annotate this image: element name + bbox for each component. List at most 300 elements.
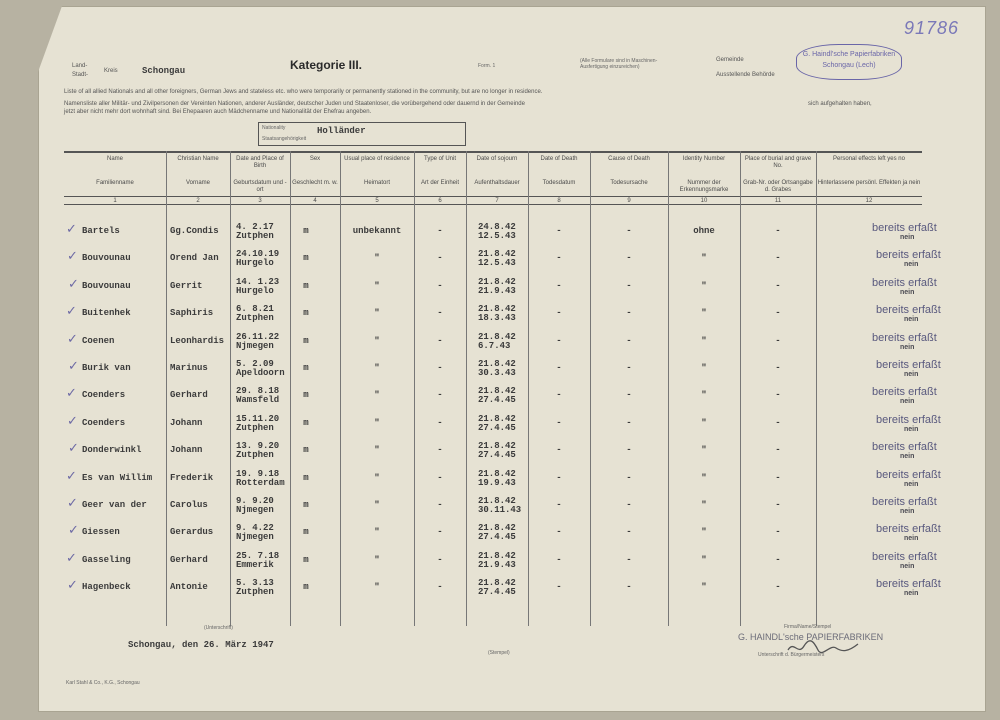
cell-stay-line1: 21.8.42: [478, 550, 516, 561]
cell-id: ": [701, 308, 707, 319]
cell-grave: -: [775, 445, 781, 456]
cell-stay-line1: 21.8.42: [478, 249, 516, 260]
column-number: 1: [113, 198, 117, 204]
cell-cause: -: [626, 280, 632, 291]
checkmark-icon: ✓: [68, 523, 79, 539]
cell-first: Gerhard: [170, 554, 208, 565]
cell-birth-line1: 6. 8.21: [236, 304, 274, 315]
effects-no: nein: [900, 343, 915, 351]
cell-death: -: [556, 308, 562, 319]
torn-corner: [38, 6, 62, 72]
cell-stay-line1: 21.8.42: [478, 496, 516, 506]
cell-res: ": [374, 554, 380, 565]
column-header-en: Christian Name: [177, 156, 219, 162]
cell-id: ": [701, 335, 707, 346]
cell-cause: -: [626, 445, 632, 456]
cell-id: ": [701, 500, 707, 510]
cell-first: Frederik: [170, 472, 214, 483]
cell-unit: -: [437, 253, 443, 264]
column-header-de: Aufenthaltsdauer: [474, 180, 520, 186]
nationality-box: [258, 122, 466, 146]
cell-birth-line1: 5. 3.13: [236, 578, 274, 589]
effects-stamp: bereits erfaßt: [872, 222, 937, 234]
column-header-en: Cause of Death: [608, 156, 650, 162]
page-title: Kategorie III.: [290, 58, 363, 72]
stadt-label: Stadt-: [72, 72, 89, 78]
cell-grave: -: [775, 554, 781, 565]
column-header-en: Place of burial and grave No.: [744, 156, 812, 169]
cell-stay-line1: 21.8.42: [478, 523, 516, 534]
column-header-de: Vorname: [185, 180, 210, 186]
cell-sex: m: [303, 390, 309, 401]
cell-first: Gerardus: [170, 527, 214, 538]
column-header-de: Geschlecht m. w.: [292, 180, 338, 186]
effects-stamp: bereits erfaßt: [876, 578, 941, 591]
cell-stay-line2: 30.11.43: [478, 505, 522, 515]
nationality-label: Nationality: [262, 125, 286, 131]
archive-number: 91786: [904, 18, 960, 38]
column-divider: [166, 151, 167, 626]
cell-res: ": [374, 527, 380, 538]
column-header-de: Grab-Nr. oder Ortsangabe d. Grabes: [743, 180, 813, 193]
cell-cause: -: [626, 582, 632, 593]
effects-no: nein: [904, 590, 919, 598]
cell-name: Bartels: [82, 226, 120, 236]
cell-birth-line1: 25. 7.18: [236, 550, 280, 561]
nationality-sub: Staatsangehörigkeit: [262, 136, 307, 142]
cell-stay-line1: 21.8.42: [478, 331, 516, 342]
cell-unit: -: [437, 280, 443, 291]
cell-stay-line2: 27.4.45: [478, 587, 516, 598]
cell-stay-line2: 21.9.43: [478, 285, 516, 296]
cell-id: ": [701, 582, 707, 593]
cell-birth-line2: Njmegen: [236, 340, 274, 351]
cell-res: ": [374, 308, 380, 319]
cell-sex: m: [303, 582, 309, 593]
table-header-border: [64, 196, 922, 197]
effects-stamp: bereits erfaßt: [876, 304, 941, 317]
column-number: 6: [438, 198, 442, 204]
cell-birth-line2: Zutphen: [236, 313, 274, 324]
effects-stamp: bereits erfaßt: [872, 276, 937, 289]
cell-stay-line2: 12.5.43: [478, 231, 516, 241]
cell-sex: m: [303, 554, 309, 565]
cell-grave: -: [775, 308, 781, 319]
cell-sex: m: [303, 280, 309, 291]
cell-unit: -: [437, 390, 443, 401]
cell-name: Burik van: [82, 363, 131, 373]
cell-sex: m: [303, 363, 309, 373]
checkmark-icon: ✓: [66, 386, 77, 402]
cell-unit: -: [437, 335, 443, 346]
column-number: 7: [495, 198, 499, 204]
cell-death: -: [556, 226, 562, 236]
checkmark-icon: ✓: [66, 468, 77, 484]
cell-stay-line2: 27.4.45: [478, 395, 516, 406]
column-header-en: Personal effects left yes no: [833, 156, 905, 162]
checkmark-icon: ✓: [66, 304, 77, 320]
cell-name: Giessen: [82, 527, 120, 538]
cell-cause: -: [626, 363, 632, 373]
column-number: 10: [700, 198, 708, 204]
cell-res: unbekannt: [352, 226, 402, 236]
cell-unit: -: [437, 527, 443, 538]
column-header-de: Hinterlassene persönl. Effekten ja nein: [817, 180, 921, 186]
cell-name: Coenders: [82, 390, 126, 401]
cell-stay-line1: 21.8.42: [478, 468, 516, 479]
column-header-en: Date of sojourn: [476, 156, 518, 162]
cell-unit: -: [437, 363, 443, 373]
cell-res: ": [374, 417, 380, 428]
cell-stay-line1: 24.8.42: [478, 222, 516, 232]
effects-stamp: bereits erfaßt: [872, 386, 937, 399]
cell-id: ": [701, 472, 707, 483]
cell-effects: [872, 277, 992, 296]
cell-effects: [876, 359, 996, 378]
cell-id: ": [701, 445, 707, 456]
effects-no: nein: [900, 288, 915, 296]
cell-grave: -: [775, 500, 781, 510]
cell-grave: -: [775, 335, 781, 346]
cell-grave: -: [775, 472, 781, 483]
effects-stamp: bereits erfaßt: [876, 468, 941, 481]
cell-name: Coenen: [82, 335, 115, 346]
cell-sex: m: [303, 417, 309, 428]
column-number: 9: [627, 198, 631, 204]
cell-res: ": [374, 445, 380, 456]
cell-id: ": [701, 527, 707, 538]
cell-unit: -: [437, 500, 443, 510]
cell-birth-line1: 9. 9.20: [236, 496, 274, 506]
cell-grave: -: [775, 582, 781, 593]
effects-no: nein: [900, 398, 915, 406]
column-number: 12: [865, 198, 873, 204]
effects-no: nein: [904, 535, 919, 543]
cell-sex: m: [303, 445, 309, 456]
cell-stay-line2: 6.7.43: [478, 340, 511, 351]
cell-cause: -: [626, 335, 632, 346]
effects-no: nein: [900, 508, 915, 515]
column-number: 5: [375, 198, 379, 204]
company-stamp-top: [796, 44, 902, 80]
cell-stay-line2: 27.4.45: [478, 422, 516, 433]
cell-death: -: [556, 445, 562, 456]
cell-effects: [876, 249, 996, 268]
cell-res: ": [374, 500, 380, 510]
cell-id: ": [701, 253, 707, 264]
cell-stay-line2: 21.9.43: [478, 559, 516, 570]
column-header-de: Geburtsdatum und -ort: [233, 180, 287, 193]
cell-stay-line1: 21.8.42: [478, 276, 516, 287]
intro-german-end: sich aufgehalten haben,: [808, 101, 872, 107]
cell-name: Bouvounau: [82, 253, 131, 264]
cell-birth-line1: 9. 4.22: [236, 523, 274, 534]
cell-effects: [872, 496, 992, 515]
cell-birth-line2: Rotterdam: [236, 477, 285, 488]
cell-grave: -: [775, 280, 781, 291]
effects-no: nein: [904, 371, 919, 378]
cell-res: ": [374, 280, 380, 291]
cell-effects: [876, 414, 996, 433]
column-divider: [230, 151, 231, 626]
cell-stay-line2: 18.3.43: [478, 313, 516, 324]
cell-death: -: [556, 335, 562, 346]
cell-cause: -: [626, 527, 632, 538]
cell-birth-line1: 13. 9.20: [236, 441, 280, 452]
cell-stay-line2: 30.3.43: [478, 368, 516, 378]
cell-effects: [872, 441, 992, 460]
column-divider: [290, 151, 291, 626]
column-header-en: Identity Number: [682, 156, 726, 162]
kreis-label: Kreis: [104, 68, 118, 74]
cell-id: ": [701, 417, 707, 428]
cell-death: -: [556, 390, 562, 401]
effects-stamp: bereits erfaßt: [876, 413, 941, 426]
typing-note: (Alle Formulare sind in Maschinen- Ausfertigung einzureichen): [580, 58, 658, 70]
cell-birth-line2: Apeldoorn: [236, 368, 285, 378]
cell-birth-line2: Zutphen: [236, 450, 274, 461]
cell-cause: -: [626, 253, 632, 264]
effects-stamp: bereits erfaßt: [876, 359, 941, 371]
cell-death: -: [556, 363, 562, 373]
column-header-en: Name: [106, 156, 123, 162]
company-stamp: G. HAINDL'sche PAPIERFABRIKEN: [738, 632, 884, 642]
cell-res: ": [374, 582, 380, 593]
cell-first: Gerhard: [170, 390, 208, 401]
cell-sex: m: [303, 226, 309, 236]
checkmark-icon: ✓: [68, 276, 79, 292]
behoerde-label: Ausstellende Behörde: [716, 72, 775, 78]
cell-name: Donderwinkl: [82, 445, 142, 456]
checkmark-icon: ✓: [67, 413, 78, 429]
cell-birth-line1: 19. 9.18: [236, 468, 280, 479]
column-header-de: Familienname: [96, 180, 134, 186]
stamp-line2: Schongau (Lech): [822, 62, 876, 69]
column-header-de: Nummer der Erkennungsmarke: [679, 180, 729, 193]
cell-id: ": [701, 554, 707, 565]
cell-effects: [876, 469, 996, 488]
cell-unit: -: [437, 582, 443, 593]
column-header-en: Type of Unit: [423, 156, 456, 162]
cell-first: Leonhardis: [170, 335, 225, 346]
cell-effects: [872, 222, 992, 241]
cell-unit: -: [437, 226, 443, 236]
cell-first: Johann: [170, 417, 203, 428]
cell-unit: -: [437, 308, 443, 319]
signature-place-date: Schongau, den 26. März 1947: [128, 640, 274, 650]
cell-birth-line1: 15.11.20: [236, 413, 280, 424]
effects-no: nein: [904, 425, 919, 433]
cell-stay-line2: 27.4.45: [478, 532, 516, 543]
cell-stay-line2: 27.4.45: [478, 450, 516, 461]
cell-grave: -: [775, 253, 781, 264]
intro-german: Namensliste aller Militär- und Zivilpersonen der Vereinten Nationen, anderer Ausländer, deutscher Juden und Staatenloser, die vorübergehend oder dauernd in der Gemeinde: [64, 101, 525, 107]
cell-birth-line1: 5. 2.09: [236, 359, 274, 369]
company-label: Firma/Name/Stempel: [784, 624, 832, 630]
cell-sex: m: [303, 253, 309, 264]
cell-birth-line2: Hurgelo: [236, 258, 274, 269]
cell-id: ": [701, 363, 707, 373]
column-header-de: Todesdatum: [542, 180, 576, 186]
form-number: Form. 1: [478, 63, 496, 69]
effects-stamp: bereits erfaßt: [876, 523, 941, 536]
effects-stamp: bereits erfaßt: [872, 550, 937, 563]
cell-effects: [876, 578, 996, 597]
cell-birth-line1: 14. 1.23: [236, 276, 280, 287]
column-number: 11: [774, 198, 782, 204]
effects-no: nein: [900, 562, 915, 570]
cell-sex: m: [303, 500, 309, 510]
cell-cause: -: [626, 226, 632, 236]
cell-id: ": [701, 390, 707, 401]
column-header-de: Todesursache: [610, 180, 648, 186]
cell-name: Coenders: [82, 417, 126, 428]
cell-death: -: [556, 500, 562, 510]
column-header-en: Date and Place of Birth: [236, 156, 284, 169]
cell-cause: -: [626, 500, 632, 510]
column-header-de: Art der Einheit: [420, 180, 460, 186]
effects-no: nein: [904, 316, 919, 324]
column-header-de: Heimatort: [363, 180, 390, 186]
cell-grave: -: [775, 226, 781, 236]
stamp-line1: G. Haindl'sche Papierfabriken: [802, 51, 896, 58]
cell-first: Antonie: [170, 582, 208, 593]
checkmark-icon: ✓: [68, 359, 79, 374]
cell-birth-line2: Zutphen: [236, 231, 274, 241]
effects-no: nein: [900, 453, 915, 461]
cell-death: -: [556, 253, 562, 264]
cell-res: ": [374, 253, 380, 264]
cell-death: -: [556, 527, 562, 538]
cell-birth-line2: Zutphen: [236, 422, 274, 433]
cell-sex: m: [303, 472, 309, 483]
cell-name: Gasseling: [82, 554, 131, 565]
cell-res: ": [374, 472, 380, 483]
cell-first: Gerrit: [170, 280, 203, 291]
column-number: 2: [196, 198, 200, 204]
checkmark-icon: ✓: [67, 578, 78, 594]
effects-stamp: bereits erfaßt: [872, 441, 937, 454]
printer-line: Karl Stahl & Co., K.G., Schongau: [66, 680, 140, 686]
cell-name: Buitenhek: [82, 308, 131, 319]
cell-grave: -: [775, 417, 781, 428]
cell-sex: m: [303, 527, 309, 538]
cell-first: Saphiris: [170, 308, 214, 319]
column-header-en: Sex: [309, 156, 321, 162]
cell-first: Carolus: [170, 500, 208, 510]
cell-res: ": [374, 363, 380, 373]
signature-label: (Unterschrift): [204, 625, 233, 631]
place-value: Schongau: [142, 66, 186, 76]
company-sub: Unterschrift d. Bürgermeisters: [758, 652, 825, 658]
cell-stay-line2: 12.5.43: [478, 258, 516, 269]
cell-first: Marinus: [170, 363, 208, 373]
cell-birth-line1: 24.10.19: [236, 249, 280, 260]
cell-stay-line2: 19.9.43: [478, 477, 516, 488]
cell-cause: -: [626, 308, 632, 319]
cell-birth-line2: Hurgelo: [236, 285, 274, 296]
cell-effects: [872, 551, 992, 570]
land-label: Land-: [72, 63, 88, 69]
cell-cause: -: [626, 472, 632, 483]
cell-first: Orend Jan: [170, 253, 219, 264]
checkmark-icon: ✓: [66, 550, 77, 566]
column-divider: [816, 151, 817, 626]
cell-sex: m: [303, 335, 309, 346]
cell-stay-line1: 21.8.42: [478, 441, 516, 452]
cell-birth-line2: Zutphen: [236, 587, 274, 598]
cell-birth-line2: Njmegen: [236, 505, 274, 515]
effects-no: nein: [904, 480, 919, 488]
effects-stamp: bereits erfaßt: [872, 496, 937, 508]
cell-unit: -: [437, 417, 443, 428]
cell-effects: [872, 386, 992, 405]
intro-german-2: jetzt aber nicht mehr dort wohnhaft sind. Bei Ehepaaren auch Mädchenname und Nationalität der Ehefrau angeben.: [64, 109, 372, 115]
cell-name: Geer van der: [82, 500, 147, 510]
table-top-border: [64, 151, 922, 153]
cell-death: -: [556, 582, 562, 593]
cell-grave: -: [775, 363, 781, 373]
cell-id: ": [701, 280, 707, 291]
cell-cause: -: [626, 554, 632, 565]
cell-birth-line1: 4. 2.17: [236, 222, 274, 232]
cell-grave: -: [775, 527, 781, 538]
cell-stay-line1: 21.8.42: [478, 304, 516, 315]
cell-sex: m: [303, 308, 309, 319]
nationality-value: Holländer: [317, 126, 366, 136]
column-number: 8: [557, 198, 561, 204]
cell-grave: -: [775, 390, 781, 401]
cell-cause: -: [626, 390, 632, 401]
cell-birth-line2: Emmerik: [236, 559, 274, 570]
cell-res: ": [374, 335, 380, 346]
effects-stamp: bereits erfaßt: [872, 331, 937, 344]
cell-effects: [876, 304, 996, 323]
effects-no: nein: [900, 234, 915, 241]
cell-birth-line2: Wamsfeld: [236, 395, 280, 406]
cell-effects: [872, 332, 992, 351]
cell-name: Hagenbeck: [82, 582, 131, 593]
stamp-label: (Stempel): [488, 650, 510, 656]
checkmark-icon: ✓: [66, 222, 77, 237]
cell-id: ohne: [693, 226, 715, 236]
cell-stay-line1: 21.8.42: [478, 359, 516, 369]
column-divider: [466, 151, 467, 626]
checkmark-icon: ✓: [67, 331, 78, 347]
cell-birth-line1: 26.11.22: [236, 331, 280, 342]
cell-res: ": [374, 390, 380, 401]
column-number: 3: [258, 198, 262, 204]
cell-name: Es van Willim: [82, 472, 153, 483]
cell-first: Johann: [170, 445, 203, 456]
cell-first: Gg.Condis: [170, 226, 219, 236]
cell-death: -: [556, 417, 562, 428]
effects-stamp: bereits erfaßt: [876, 249, 941, 262]
cell-name: Bouvounau: [82, 280, 131, 291]
cell-birth-line2: Njmegen: [236, 532, 274, 543]
cell-death: -: [556, 472, 562, 483]
cell-stay-line1: 21.8.42: [478, 578, 516, 589]
cell-stay-line1: 21.8.42: [478, 386, 516, 397]
cell-effects: [876, 523, 996, 542]
cell-unit: -: [437, 554, 443, 565]
column-header-en: Date of Death: [540, 156, 578, 162]
checkmark-icon: ✓: [68, 441, 79, 457]
effects-no: nein: [904, 261, 919, 269]
cell-cause: -: [626, 417, 632, 428]
cell-unit: -: [437, 445, 443, 456]
cell-stay-line1: 21.8.42: [478, 413, 516, 424]
